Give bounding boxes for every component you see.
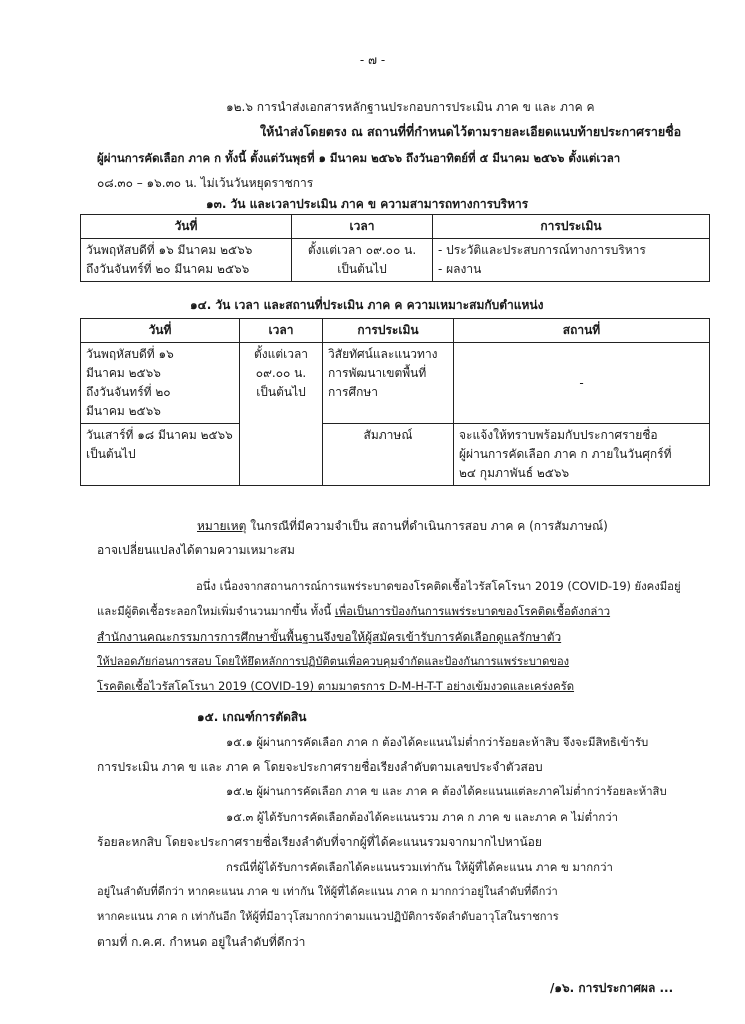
cell-time (240, 343, 323, 486)
section-12-6-line3: ผู้ผ่านการคัดเลือก ภาค ก ทั้งนี้ ตั้งแต่วันพุธที่ ๑ มีนาคม ๒๕๖๖ ถึงวันอาทิตย์ที่ ๕ มีนาคม ๒๕๖๖ ตั้งแต่เวลา (97, 151, 621, 165)
section-14-heading: ๑๔. วัน เวลา และสถานที่ประเมิน ภาค ค ความเหมาะสมกับตำแหน่ง (190, 298, 544, 312)
section-15-1-line-2: การประเมิน ภาค ข และ ภาค ค โดยจะประกาศรายชื่อเรียงลำดับตามเลขประจำตัวสอบ (97, 760, 543, 774)
section-15-3-line-2: ร้อยละหกสิบ โดยจะประกาศรายชื่อเรียงลำดับที่จากผู้ที่ได้คะแนนรวมจากมากไปหาน้อย (97, 835, 542, 849)
date-line: มีนาคม ๒๕๖๖ (86, 366, 161, 380)
table-row (81, 424, 710, 486)
evaluation-line: การศึกษา (328, 385, 378, 399)
covid-line-1: อนึ่ง เนื่องจากสถานการณ์การแพร่ระบาดของโรคติดเชื้อไวรัสโคโรนา 2019 (COVID-19) ยังคงมีอยู่ (196, 580, 681, 593)
place-line: จะแจ้งให้ทราบพร้อมกับประกาศรายชื่อ (459, 428, 658, 442)
covid-line-5: โรคติดเชื้อไวรัสโคโรนา 2019 (COVID-19) ตามมาตรการ D-M-H-T-T อย่างเข้มงวดและเคร่งครัด (97, 680, 575, 693)
cell-date (81, 343, 240, 424)
header-evaluation: การประเมิน (433, 215, 710, 239)
covid-text: และมีผู้ติดเชื้อระลอกใหม่เพิ่มจำนวนมากขึ้น ทั้งนี้ (97, 605, 335, 618)
header-place: สถานที่ (454, 319, 710, 343)
time-line: ตั้งแต่เวลา ๐๙.๐๐ น. (307, 243, 417, 257)
cell-date (81, 424, 240, 486)
covid-emphasis: เพื่อเป็นการป้องกันการแพร่ระบาดของโรคติดเชื้อดังกล่าว (334, 605, 611, 618)
section-15-tie-line-4: ตามที่ ก.ค.ศ. กำหนด อยู่ในลำดับที่ดีกว่า (97, 935, 306, 949)
cell-evaluation: สัมภาษณ์ (323, 424, 454, 486)
table-header-row (81, 319, 710, 343)
section-15-tie-line-2: อยู่ในลำดับที่ดีกว่า หากคะแนน ภาค ข เท่ากัน ให้ผู้ที่ได้คะแนน ภาค ก มากกว่าอยู่ในลำดับที่ดีกว่า (97, 885, 558, 898)
section-15-heading: ๑๕. เกณฑ์การตัดสิน (197, 710, 307, 724)
date-line: เป็นต้นไป (86, 447, 136, 461)
time-line: เป็นต้นไป (256, 385, 306, 399)
note-line-2: อาจเปลี่ยนแปลงได้ตามความเหมาะสม (97, 543, 295, 557)
note-text: ในกรณีที่มีความจำเป็น สถานที่ดำเนินการสอบ ภาค ค (การสัมภาษณ์) (246, 519, 608, 533)
date-line: ถึงวันจันทร์ที่ ๒๐ มีนาคม ๒๕๖๖ (86, 262, 250, 276)
header-time: เวลา (240, 319, 323, 343)
covid-line-3: สำนักงานคณะกรรมการการศึกษาขั้นพื้นฐานจึงขอให้ผู้สมัครเข้ารับการคัดเลือกดูแลรักษาตัว (97, 630, 562, 644)
covid-line-4: ให้ปลอดภัยก่อนการสอบ โดยให้ยึดหลักการปฏิบัติตนเพื่อควบคุมจำกัดและป้องกันการแพร่ระบาดของ (97, 655, 570, 668)
date-line: วันเสาร์ที่ ๑๘ มีนาคม ๒๕๖๖ (86, 428, 233, 442)
section-13-heading: ๑๓. วัน และเวลาประเมิน ภาค ข ความสามารถทางการบริหาร (206, 197, 529, 211)
date-line: วันพฤหัสบดีที่ ๑๖ มีนาคม ๒๕๖๖ (86, 243, 253, 257)
header-evaluation: การประเมิน (323, 319, 454, 343)
section-13-table (80, 214, 710, 282)
table-header-row (81, 215, 710, 239)
table-row (81, 343, 710, 424)
place-line: ผู้ผ่านการคัดเลือก ภาค ก ภายในวันศุกร์ที่ (459, 447, 672, 461)
place-line: ๒๔ กุมภาพันธ์ ๒๕๖๖ (459, 466, 570, 480)
page-number: - ๗ - (359, 53, 386, 67)
covid-line-2 (97, 602, 610, 622)
section-15-tie-line-3: หากคะแนน ภาค ก เท่ากันอีก ให้ผู้ที่มีอาวุโสมากกว่าตามแนวปฏิบัติการจัดลำดับอาวุโสในราชการ (97, 910, 559, 923)
evaluation-line: - ประวัติและประสบการณ์ทางการบริหาร (438, 243, 646, 257)
date-line: วันพฤหัสบดีที่ ๑๖ (86, 347, 174, 361)
time-line: ตั้งแต่เวลา (253, 347, 309, 361)
section-15-tie-line-1: กรณีที่ผู้ได้รับการคัดเลือกได้คะแนนรวมเท่ากัน ให้ผู้ที่ได้คะแนน ภาค ข มากกว่า (226, 860, 613, 874)
section-15-1-line-1: ๑๕.๑ ผู้ผ่านการคัดเลือก ภาค ก ต้องได้คะแนนไม่ต่ำกว่าร้อยละห้าสิบ จึงจะมีสิทธิเข้ารับ (226, 735, 649, 749)
header-time: เวลา (292, 215, 433, 239)
section-12-6-line4: ๐๘.๓๐ – ๑๖.๓๐ น. ไม่เว้นวันหยุดราชการ (97, 176, 314, 190)
note-line-1 (197, 516, 608, 536)
evaluation-line: - ผลงาน (438, 262, 482, 276)
cell-evaluation (323, 343, 454, 424)
header-date: วันที่ (81, 319, 240, 343)
cell-place: - (454, 343, 710, 424)
section-14-table (80, 318, 710, 486)
evaluation-line: การพัฒนาเขตพื้นที่ (328, 366, 427, 380)
continued-marker: /๑๖. การประกาศผล ... (550, 981, 674, 995)
table-row (81, 239, 710, 282)
date-line: ถึงวันจันทร์ที่ ๒๐ (86, 385, 171, 399)
cell-place (454, 424, 710, 486)
cell-date (81, 239, 292, 282)
section-12-6-title: ๑๒.๖ การนำส่งเอกสารหลักฐานประกอบการประเมิน ภาค ข และ ภาค ค (226, 100, 595, 114)
time-line: ๐๙.๐๐ น. (255, 366, 307, 380)
evaluation-line: วิสัยทัศน์และแนวทาง (328, 347, 438, 361)
section-15-2: ๑๕.๒ ผู้ผ่านการคัดเลือก ภาค ข และ ภาค ค ต้องได้คะแนนแต่ละภาคไม่ต่ำกว่าร้อยละห้าสิบ (226, 785, 667, 798)
cell-time (292, 239, 433, 282)
section-15-3-line-1: ๑๕.๓ ผู้ได้รับการคัดเลือกต้องได้คะแนนรวม ภาค ก ภาค ข และภาค ค ไม่ต่ำกว่า (226, 810, 619, 824)
header-date: วันที่ (81, 215, 292, 239)
time-line: เป็นต้นไป (337, 262, 387, 276)
cell-evaluation (433, 239, 710, 282)
section-12-6-line2: ให้นำส่งโดยตรง ณ สถานที่ที่กำหนดไว้ตามรายละเอียดแนบท้ายประกาศรายชื่อ (260, 124, 682, 139)
note-label: หมายเหตุ (197, 519, 247, 533)
date-line: มีนาคม ๒๕๖๖ (86, 404, 161, 418)
